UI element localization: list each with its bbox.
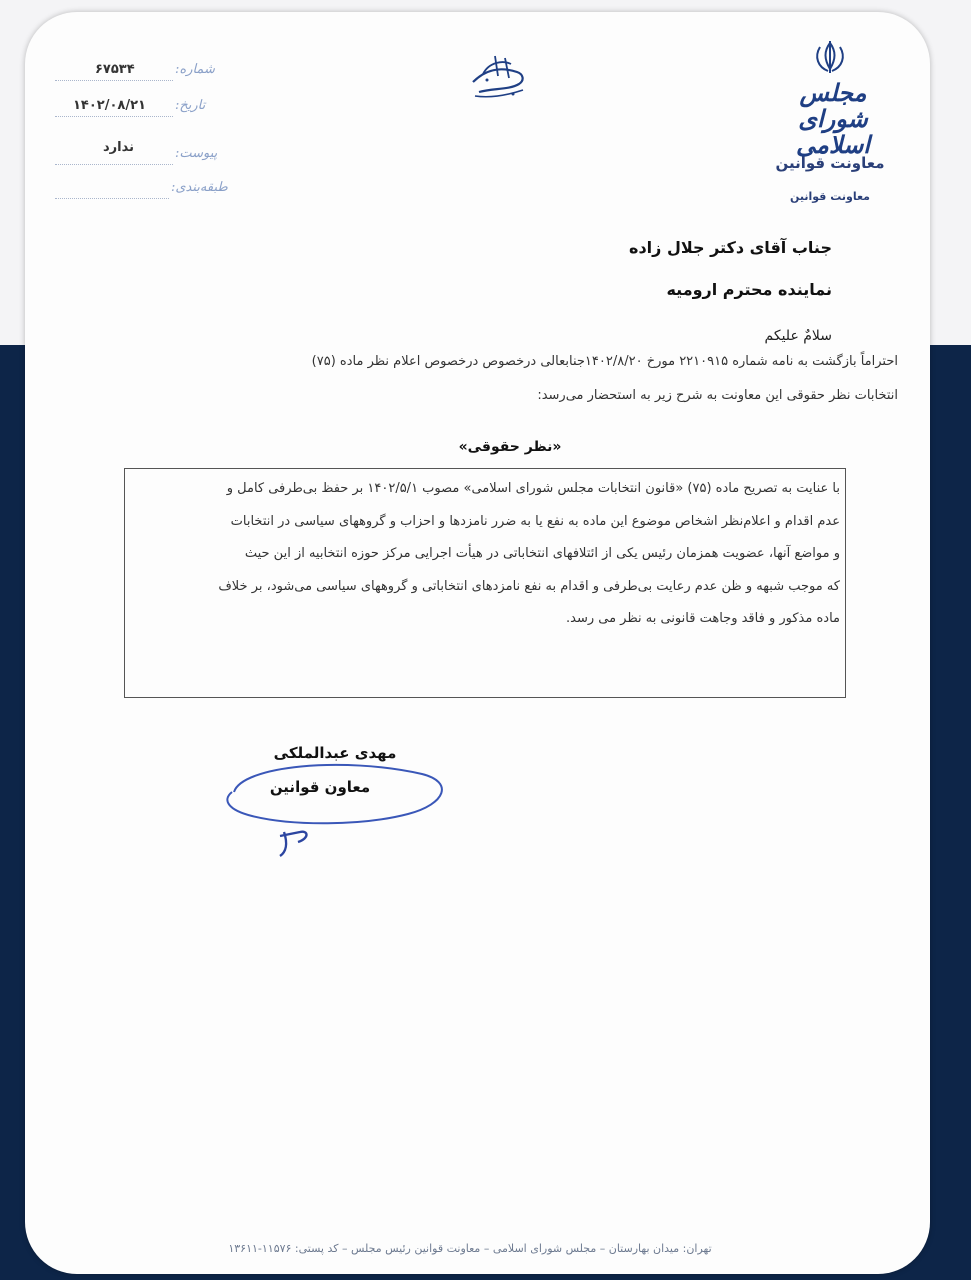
opinion-line-4: که موجب شبهه و ظن عدم رعایت بی‌طرفی و اقدام به نفع نامزدهای انتخاباتی و گروههای سیاسی می‌شود، بر خلاف <box>218 578 840 594</box>
parliament-name: مجلس شورای اسلامی <box>796 78 870 159</box>
date-label: تاریخ: <box>175 98 206 113</box>
signature-scribble <box>222 752 452 862</box>
intro-line-2: انتخابات نظر حقوقی این معاونت به شرح زیر به استحضار می‌رسد: <box>537 388 898 403</box>
classification-line <box>55 198 169 199</box>
number-line <box>55 80 173 81</box>
department-subtitle: معاونت قوانین <box>790 190 870 203</box>
attachment-line <box>55 164 173 165</box>
signer-name: مهدی عبدالملکی <box>273 744 397 762</box>
footer-address: تهران: میدان بهارستان – مجلس شورای اسلامی – معاونت قوانین رئیس مجلس – کد پستی: ۱۱۵۷۶-۱۳۶۱۱ <box>228 1242 712 1255</box>
opinion-line-2: عدم اقدام و اعلام‌نظر اشخاص موضوع این ماده به نفع یا به ضرر نامزدها و احزاب و گروههای سیاسی در انتخابات <box>230 513 840 529</box>
date-value: ۱۴۰۲/۰۸/۲۱ <box>73 98 146 113</box>
emblem-block <box>765 37 895 81</box>
greeting: سلامٌ علیکم <box>764 328 832 344</box>
motto-text <box>265 52 266 53</box>
signer-title: معاون قوانین <box>269 778 371 796</box>
opinion-line-3: و مواضع آنها، عضویت همزمان رئیس یکی از ائتلافهای انتخاباتی در هیأت اجرایی مرکز حوزه انتخابیه از این حیث <box>244 546 840 561</box>
opinion-line-1: با عنایت به تصریح ماده (۷۵) «قانون انتخابات مجلس شورای اسلامی» مصوب ۱۴۰۲/۵/۱ بر حفظ بی‌طرفی کامل و <box>226 481 840 496</box>
attachment-label: پیوست: <box>175 146 218 161</box>
number-label: شماره: <box>175 62 215 77</box>
opinion-line-5: ماده مذکور و فاقد وجاهت قانونی به نظر می رسد. <box>565 611 840 626</box>
section-title: «نظر حقوقی» <box>458 439 562 455</box>
letter-page <box>25 12 930 1274</box>
number-value: ۶۷۵۳۴ <box>95 62 135 77</box>
intro-line-1: احتراماً بازگشت به نامه شماره ۲۲۱۰۹۱۵ مورخ ۱۴۰۲/۸/۲۰جنابعالی درخصوص درخصوص اعلام نظر ماده (۷۵) <box>311 354 898 369</box>
recipient-name: جناب آقای دکتر جلال زاده <box>629 238 832 257</box>
recipient-title: نماینده محترم ارومیه <box>666 280 832 299</box>
classification-label: طبقه‌بندی: <box>171 180 228 195</box>
department-title: معاونت قوانین <box>775 154 885 172</box>
date-line <box>55 116 173 117</box>
attachment-value: ندارد <box>103 140 135 155</box>
opinion-text <box>132 473 840 636</box>
motto-logo <box>465 52 535 112</box>
iran-emblem-icon <box>810 37 850 77</box>
